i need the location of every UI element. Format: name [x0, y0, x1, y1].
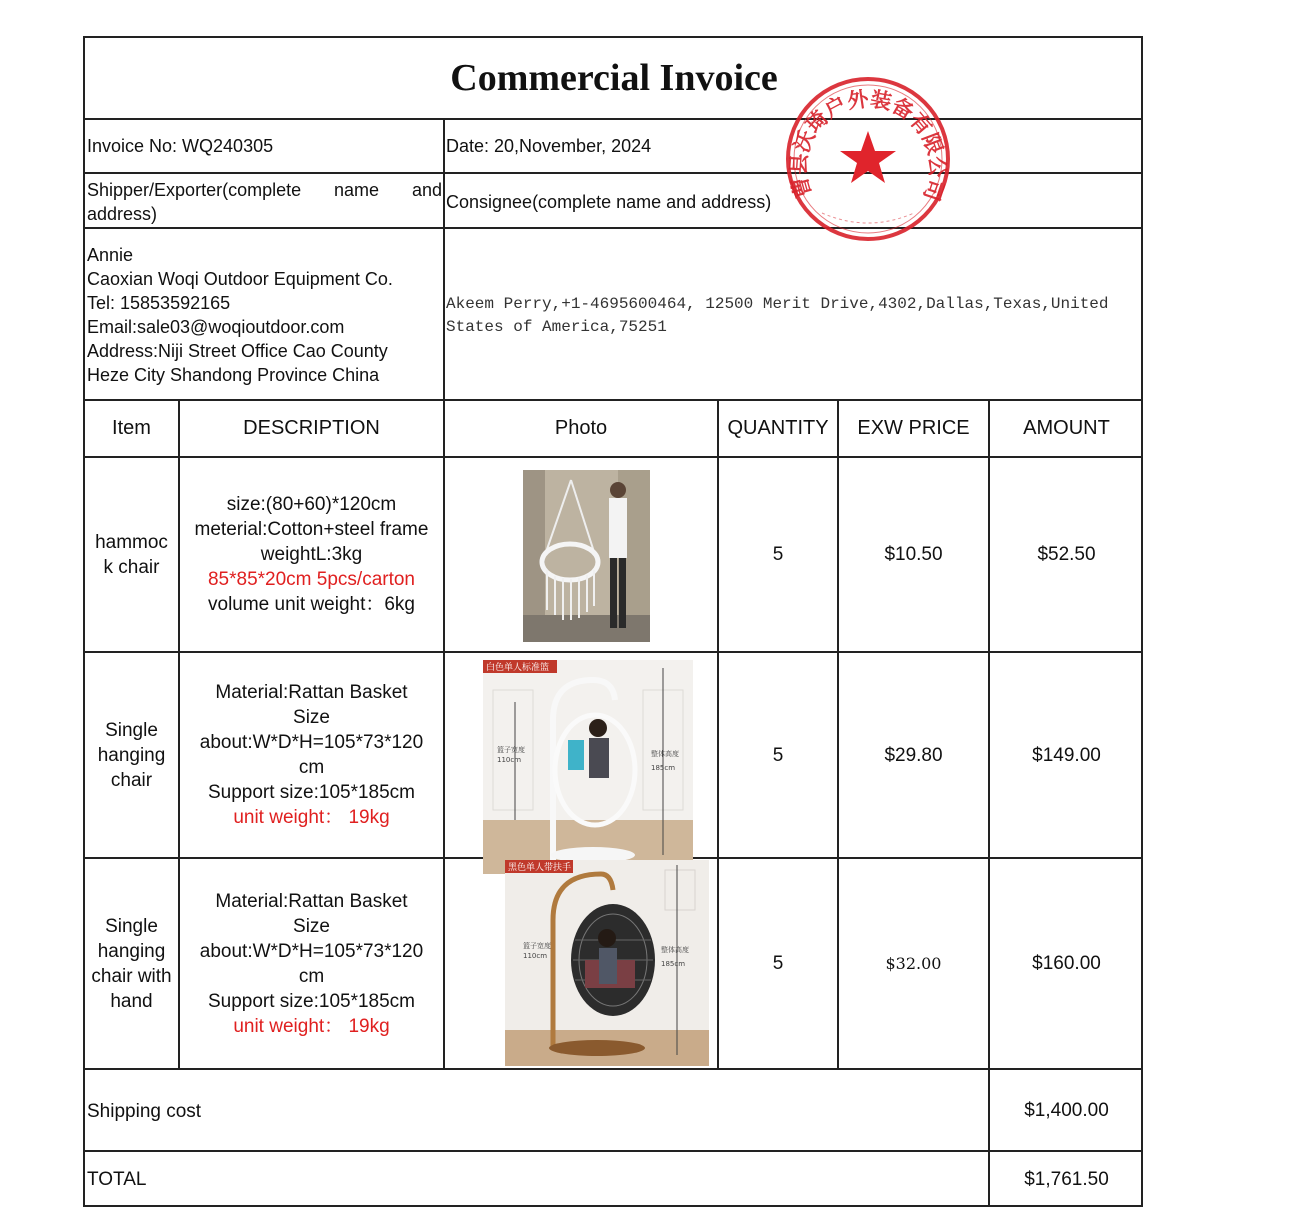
shipper-details — [87, 243, 393, 387]
item-name-line: k chair — [103, 556, 160, 578]
desc-line: Size — [293, 707, 330, 728]
row-item-name — [85, 653, 178, 857]
seal-text: 曹县沃琦户外装备有限公司 — [786, 86, 950, 204]
col-header-description: DESCRIPTION — [243, 417, 380, 439]
rule — [85, 118, 1141, 120]
hanging-chair-white-illustration — [483, 660, 693, 874]
row-item-name — [85, 859, 178, 1068]
consignee-line: States of America,75251 — [446, 318, 667, 336]
desc-line: cm — [298, 965, 325, 987]
item-name-line: hand — [110, 990, 153, 1012]
rule — [85, 1068, 1141, 1070]
col-header-item: Item — [112, 417, 151, 439]
item-name-line: chair with — [91, 965, 172, 987]
rule — [85, 1150, 1141, 1152]
invoice-sheet — [83, 36, 1143, 1207]
total-label: TOTAL — [87, 1169, 147, 1190]
photo-dimension-value: 110cm — [497, 756, 522, 764]
desc-line: volume unit weight：6kg — [208, 594, 415, 615]
star-icon — [840, 131, 896, 183]
col-header-photo: Photo — [554, 417, 608, 439]
row-item-name — [85, 458, 178, 651]
desc-line: about:W*D*H=105*73*120 — [199, 732, 424, 753]
row-quantity: 5 — [772, 544, 784, 565]
desc-line-red: unit weight： 19kg — [233, 807, 390, 828]
consignee-header: Consignee(complete name and address) — [446, 192, 772, 212]
consignee-line: Akeem Perry,+1-4695600464, 12500 Merit Drive,4302,Dallas,Texas,United — [446, 295, 1109, 313]
photo-dimension-value: 185cm — [651, 764, 676, 772]
desc-line: Material:Rattan Basket — [215, 682, 408, 703]
row-exw-price: $29.80 — [884, 744, 943, 766]
photo-dimension-value: 110cm — [523, 952, 548, 960]
photo-dimension-label: 篮子宽度 — [523, 942, 551, 950]
shipping-cost-label: Shipping cost — [87, 1101, 202, 1122]
desc-line: meterial:Cotton+steel frame — [194, 519, 429, 540]
rule — [85, 227, 1141, 229]
invoice-title: Commercial Invoice — [450, 57, 778, 99]
col-header-exw-price: EXW PRICE — [857, 417, 970, 439]
item-name-line: hanging — [97, 940, 166, 962]
photo-dimension-label: 整体高度 — [651, 750, 679, 758]
consignee-details — [446, 293, 1109, 339]
col-header-amount: AMOUNT — [1023, 417, 1110, 439]
desc-line: cm — [298, 757, 325, 778]
row-exw-price: $10.50 — [884, 544, 943, 565]
item-name-line: Single — [105, 915, 158, 937]
row-description — [180, 653, 443, 857]
hammock-chair-illustration — [523, 470, 650, 642]
shipper-company: Caoxian Woqi Outdoor Equipment Co. — [87, 269, 393, 289]
desc-line-red: 85*85*20cm 5pcs/carton — [207, 569, 415, 590]
row-exw-price: $32.00 — [885, 954, 942, 973]
desc-line: weightL:3kg — [260, 544, 363, 565]
photo-tag-label: 白色单人标准篮 — [486, 663, 550, 673]
invoice-date: Date: 20,November, 2024 — [446, 136, 652, 156]
col-header-quantity: QUANTITY — [727, 417, 829, 439]
row-description — [180, 458, 443, 651]
row-amount: $149.00 — [1032, 744, 1101, 766]
shipper-email: Email:sale03@woqioutdoor.com — [87, 317, 345, 337]
shipper-address-2: Heze City Shandong Province China — [87, 365, 380, 385]
shipping-cost-amount: $1,400.00 — [1024, 1099, 1109, 1121]
item-name-line: Single — [105, 719, 158, 741]
shipper-address: Address:Niji Street Office Cao County — [87, 341, 388, 361]
row-quantity: 5 — [772, 744, 784, 766]
company-seal-stamp — [782, 73, 954, 245]
total-amount: $1,761.50 — [1024, 1169, 1109, 1190]
desc-line: Support size:105*185cm — [207, 782, 415, 803]
desc-line: about:W*D*H=105*73*120 — [199, 940, 424, 962]
hammock-chair-photo — [523, 470, 650, 642]
photo-dimension-label: 篮子宽度 — [497, 746, 525, 754]
desc-line: Material:Rattan Basket — [215, 890, 408, 912]
desc-line: Size — [293, 915, 330, 937]
photo-dimension-label: 整体高度 — [661, 946, 689, 954]
shipper-contact: Annie — [87, 245, 134, 265]
desc-line-red: unit weight： 19kg — [233, 1015, 390, 1037]
item-name-line: hammoc — [95, 531, 168, 553]
row-description — [180, 859, 443, 1068]
hanging-chair-black-illustration — [505, 860, 709, 1066]
hanging-chair-white-photo — [483, 660, 693, 874]
row-quantity: 5 — [772, 953, 784, 974]
row-amount: $160.00 — [1032, 953, 1101, 974]
invoice-number: Invoice No: WQ240305 — [87, 136, 274, 156]
shipper-tel: Tel: 15853592165 — [87, 293, 231, 313]
photo-tag-label: 黑色单人带扶手 — [508, 863, 572, 873]
row-amount: $52.50 — [1037, 544, 1096, 565]
item-name-line: hanging — [97, 744, 166, 766]
shipper-header: Shipper/Exporter(complete name and address) — [87, 180, 442, 224]
photo-dimension-value: 185cm — [661, 960, 686, 968]
item-name-line: chair — [110, 769, 153, 791]
hanging-chair-black-photo — [505, 860, 709, 1066]
rule — [443, 118, 445, 1068]
desc-line: Support size:105*185cm — [207, 990, 415, 1012]
rule — [85, 172, 1141, 174]
desc-line: size:(80+60)*120cm — [226, 494, 397, 515]
